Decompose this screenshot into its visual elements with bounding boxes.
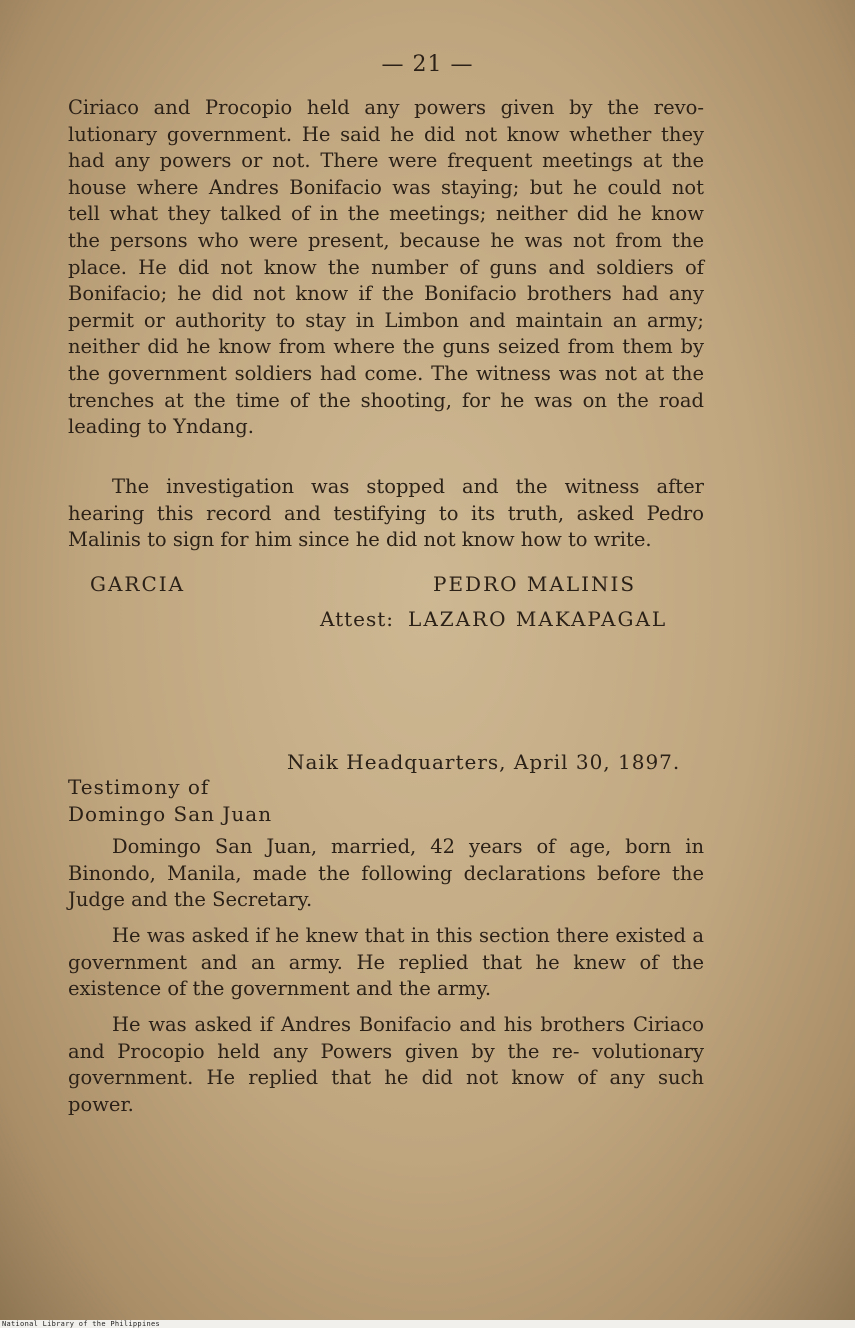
signature-garcia: GARCIA	[90, 572, 186, 596]
paragraph-investigation-stopped: The investigation was stopped and the witness after hearing this record and testifying to its truth, asked Pedro Malinis to sign for him since he did not know how to write.	[68, 475, 704, 552]
footer-credit: National Library of the Philippines	[2, 1320, 161, 1328]
signature-pedro-malinis: PEDRO MALINIS	[433, 572, 637, 596]
testimony-heading	[68, 774, 272, 827]
heading-line-2: Domingo San Juan	[68, 801, 273, 826]
attest-line	[320, 607, 667, 631]
paragraph-powers-question: He was asked if Andres Bonifacio and his brothers Ciriaco and Procopio held any Powers given by the re- volutionary government. He replied that he did not know of any such power.	[68, 1013, 704, 1116]
attest-name: LAZARO MAKAPAGAL	[408, 607, 668, 631]
page-number: — 21 —	[381, 52, 474, 77]
heading-line-1: Testimony of	[68, 775, 210, 799]
paragraph-witness-intro: Domingo San Juan, married, 42 years of age, born in Binondo, Manila, made the following declarations before the Judge and the Secretary.	[68, 835, 704, 912]
paragraph-government-question: He was asked if he knew that in this section there existed a government and an army. He replied that he knew of the existence of the government and the army.	[68, 924, 704, 1001]
attest-label: Attest:	[320, 607, 395, 631]
paragraph-continuation: Ciriaco and Procopio held any powers given by the revo- lutionary government. He said he did not know whether they had any powers or not. There were frequent meetings at the house where Andres Bonifacio was staying; but he could not tell what they talked of in the meetings; neither did he know the persons who were present, because he was not from the place. He did not know the number of guns and soldiers of Bonifacio; he did not know if the Bonifacio brothers had any permit or authority to stay in Limbon and maintain an army; neither did he know from where the guns seized from them by the government soldiers had come. The witness was not at the trenches at the time of the shooting, for he was on the road leading to Yndang.	[68, 96, 704, 439]
dateline: Naik Headquarters, April 30, 1897.	[287, 750, 681, 774]
